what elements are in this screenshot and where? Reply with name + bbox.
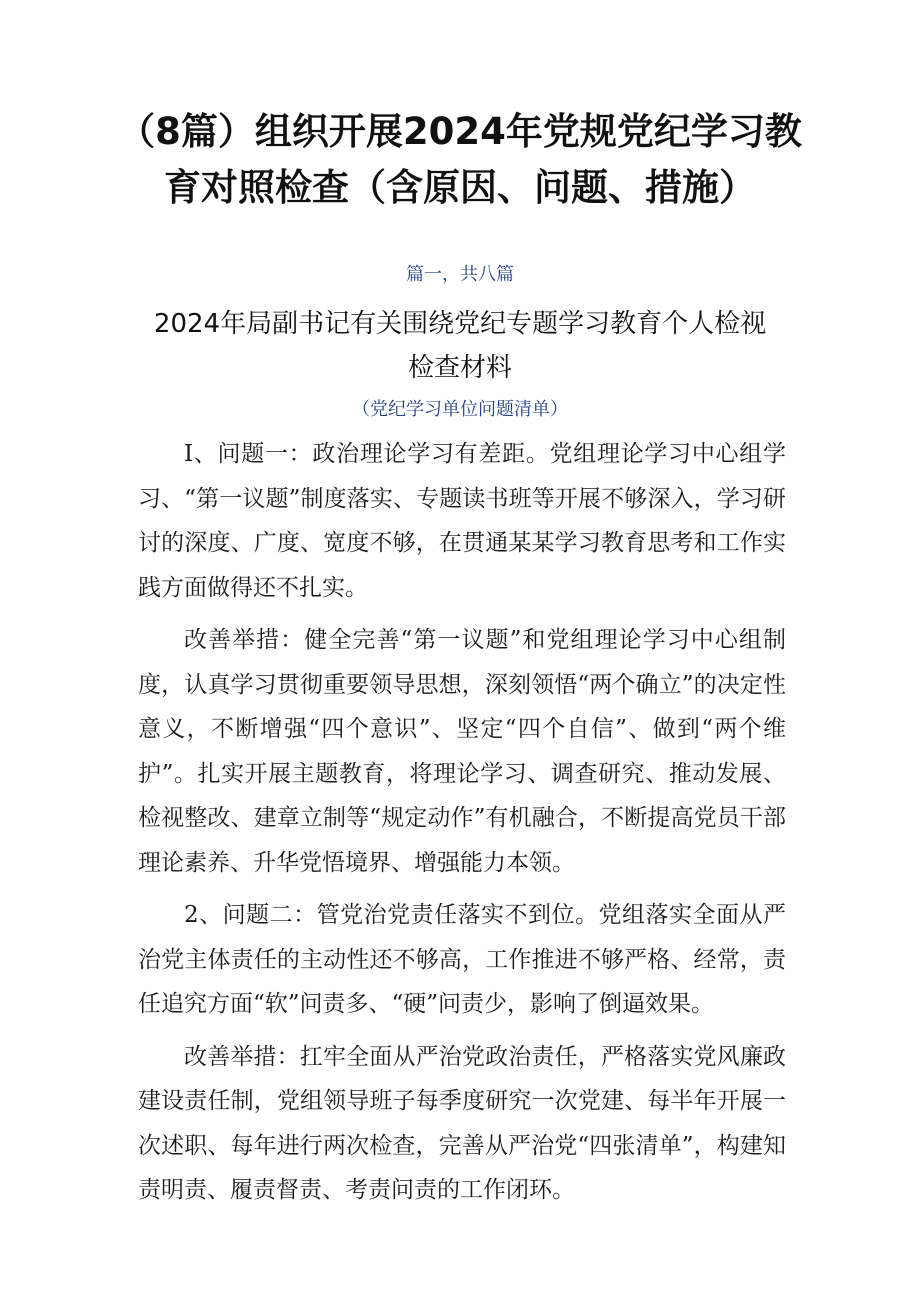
- paragraph-problem-2: 2、问题二：管党治党责任落实不到位。党组落实全面从严治党主体责任的主动性还不够高，工作推进不够严格、经常，责任追究方面“软”问责多、“硬”问责少，影响了倒逼效果。: [138, 902, 786, 1017]
- paragraph-problem-1: I、问题一：政治理论学习有差距。党组理论学习中心组学习、“第一议题”制度落实、专题读书班等开展不够深入，学习研讨的深度、广度、宽度不够，在贯通某某学习教育思考和工作实践方面做得还不扎实。: [138, 441, 786, 601]
- paragraph-measure-2: 改善举措：扛牢全面从严治党政治责任，严格落实党风廉政建设责任制，党组领导班子每季度研究一次党建、每半年开展一次述职、每年进行两次检查，完善从严治党“四张清单”，构建知责明责、履责督责、考责问责的工作闭环。: [138, 1043, 786, 1203]
- paragraph-measure-1: 改善举措：健全完善“第一议题”和党组理论学习中心组制度，认真学习贯彻重要领导思想，深刻领悟“两个确立”的决定性意义，不断增强“四个意识”、坚定“四个自信”、做到“两个维护”。扎实开展主题教育，将理论学习、调查研究、推动发展、检视整改、建章立制等“规定动作”有机融合，不断提高党员干部理论素养、升华党悟境界、增强能力本领。: [138, 627, 786, 876]
- document-title: （8篇）组织开展2024年党规党纪学习教育对照检查（含原因、问题、措施）: [118, 110, 802, 209]
- article-subtitle: （党纪学习单位问题清单）: [352, 399, 568, 420]
- section-label: 篇一，共八篇: [406, 264, 514, 285]
- article-body: [138, 432, 786, 1221]
- article-title: 2024年局副书记有关围绕党纪专题学习教育个人检视检查材料: [153, 309, 767, 383]
